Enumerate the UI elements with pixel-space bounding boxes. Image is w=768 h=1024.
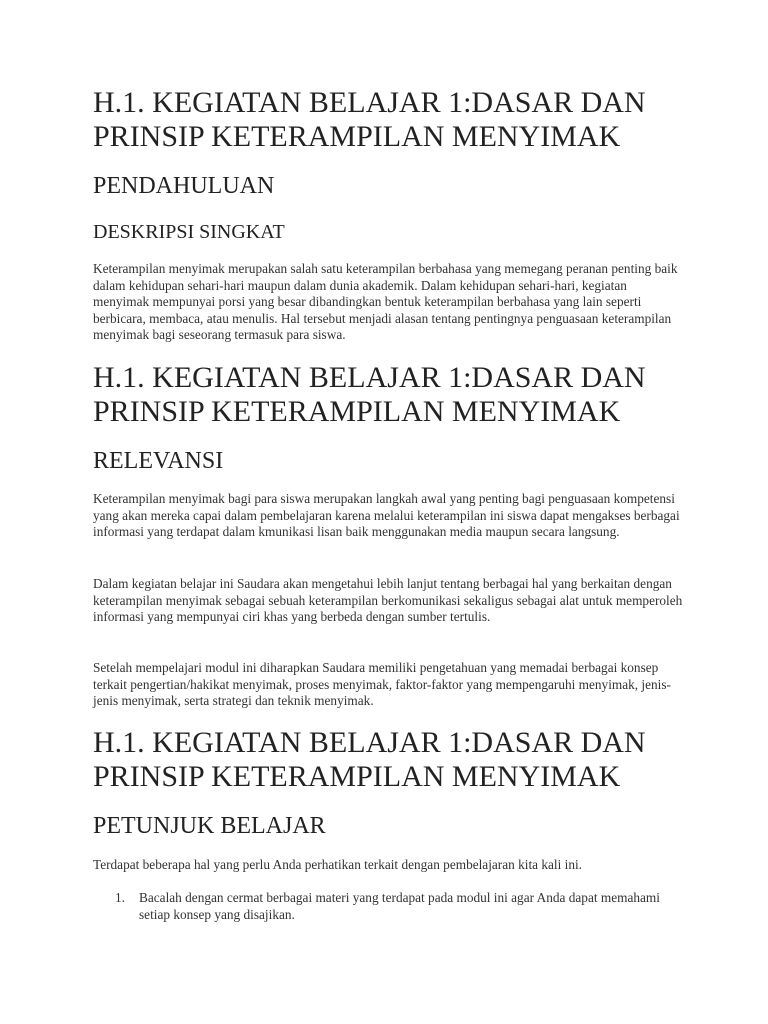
section-3-title-text: H.1. KEGIATAN BELAJAR 1:DASAR DAN PRINSIP KETERAMPILAN MENYIMAK <box>93 726 646 793</box>
section-2-title <box>93 361 693 429</box>
section-1-title-text: H.1. KEGIATAN BELAJAR 1:DASAR DAN PRINSIP KETERAMPILAN MENYIMAK <box>93 86 646 153</box>
section-2-title-text: H.1. KEGIATAN BELAJAR 1:DASAR DAN PRINSIP KETERAMPILAN MENYIMAK <box>93 361 646 428</box>
section-1-subheading: DESKRIPSI SINGKAT <box>93 221 285 243</box>
section-2-paragraph-2: Dalam kegiatan belajar ini Saudara akan mengetahui lebih lanjut tentang berbagai hal yang berkaitan dengan keterampilan menyimak sebagai sebuah keterampilan berkomunikasi sekaligus sebagai alat untuk memperoleh informasi yang mempunyai ciri khas yang berbeda dengan sumber tertulis. <box>93 576 683 624</box>
section-3-title <box>93 726 693 794</box>
list-item-text: Bacalah dengan cermat berbagai materi yang terdapat pada modul ini agar Anda dapat memahami setiap konsep yang disajikan. <box>139 890 660 922</box>
section-3-subtitle: PETUNJUK BELAJAR <box>93 813 326 839</box>
section-1-paragraph-1: Keterampilan menyimak merupakan salah satu keterampilan berbahasa yang memegang peranan penting baik dalam kehidupan sehari-hari maupun dalam dunia akademik. Dalam kehidupan sehari-hari, kegiatan menyimak mempunyai porsi yang besar dibandingkan bentuk keterampilan berbahasa yang lain seperti berbicara, membaca, atau menulis. Hal tersebut menjadi alasan tentang pentingnya penguasaan keterampilan menyimak bagi seseorang termasuk para siswa. <box>93 261 678 342</box>
section-3-paragraph-1: Terdapat beberapa hal yang perlu Anda perhatikan terkait dengan pembelajaran kita kali ini. <box>93 857 582 872</box>
section-2-paragraph-3: Setelah mempelajari modul ini diharapkan Saudara memiliki pengetahuan yang memadai berbagai konsep terkait pengertian/hakikat menyimak, proses menyimak, faktor-faktor yang mempengaruhi menyimak, jenis-jenis menyimak, serta strategi dan teknik menyimak. <box>93 660 671 708</box>
section-2-subtitle: RELEVANSI <box>93 448 224 474</box>
list-item-number: 1. <box>115 890 125 905</box>
section-1-subtitle: PENDAHULUAN <box>93 173 275 199</box>
section-2-paragraph-1: Keterampilan menyimak bagi para siswa merupakan langkah awal yang penting bagi penguasaan kompetensi yang akan mereka capai dalam pembelajaran karena melalui keterampilan ini siswa dapat mengakses berbagai informasi yang terdapat dalam kmunikasi lisan baik menggunakan media maupun secara langsung. <box>93 491 680 539</box>
section-1-title <box>93 86 693 154</box>
